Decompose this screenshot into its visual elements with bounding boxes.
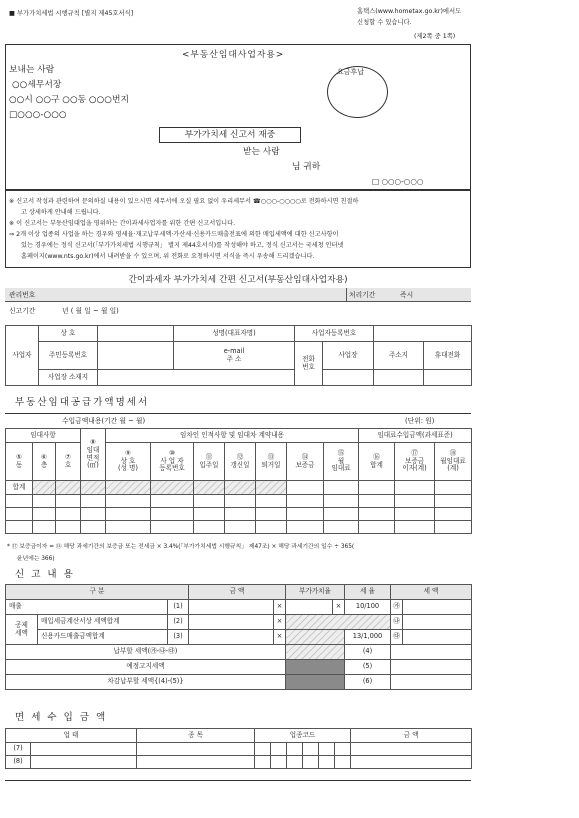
code-digit[interactable]: [335, 743, 351, 756]
sender-address: ○○시 ○○구 ○○동 ○○○번지: [9, 95, 129, 105]
col-text: 월임대료: [440, 456, 466, 465]
exempt-section-title: 면 세 수 입 금 액: [15, 712, 108, 723]
area-header: [81, 429, 106, 481]
location-label: 사업장 소재지: [39, 370, 98, 386]
col-text: 입주일: [199, 460, 219, 469]
col-num: ⑥: [41, 452, 47, 461]
col-num: ⑦: [65, 452, 71, 461]
times-sign: ×: [274, 615, 286, 630]
col-text: 보증금: [295, 460, 315, 469]
invoice-shaded-cell: [286, 615, 391, 630]
table-row: [6, 521, 472, 534]
col-text: 합계: [370, 460, 383, 469]
notified-tax-field[interactable]: [391, 660, 472, 675]
exempt-row-number: (8): [6, 756, 31, 769]
sales-number: (1): [168, 600, 189, 615]
col-num: ⑨: [125, 449, 131, 458]
code-digit[interactable]: [335, 756, 351, 769]
supply-period-label: 수입금액내용(기간 월 ~ 월): [62, 417, 146, 425]
total-cell[interactable]: [359, 481, 395, 495]
sales-taxrate: 10/100: [345, 600, 391, 615]
tenant-header: 임차인 인적사항 및 임대차 계약내용: [106, 429, 359, 443]
col-text: 갱신일: [230, 460, 250, 469]
sales-mark: ㉮: [391, 600, 403, 615]
area-line2: 면적: [86, 453, 100, 462]
phone-mobile-field[interactable]: [424, 370, 472, 386]
area-line3: (㎡): [87, 461, 99, 470]
col-num: ⑰: [411, 449, 418, 458]
col-num: ⑯: [373, 452, 380, 461]
sender-label: 보내는 사람: [9, 65, 55, 75]
location-field[interactable]: [98, 370, 295, 386]
sales-label: 매출: [6, 600, 168, 615]
sender-zip: □○○○-○○○: [9, 110, 67, 120]
phone-place-field[interactable]: [323, 370, 374, 386]
item-header: 구 분: [6, 585, 189, 600]
trade-name-label: 상 호: [39, 326, 98, 342]
invoice-number: (2): [168, 615, 189, 630]
payable-label: 납부할 세액(㉮-㉯-㉰): [6, 645, 286, 660]
note-line: ⇒ 2개 이상 업종의 사업을 하는 경우와 영세율·재고납부세액·가산세·신용카드매출전표에 의한 매입세액에 대한 신고사항이: [9, 231, 339, 238]
note-line: ※ 이 신고서는 부동산임대업을 영위하는 간이과세사업자를 위한 간편 신고서입니다.: [9, 220, 236, 227]
hometax-notice-line1: 홈택스(www.hometax.go.kr)에서도: [357, 8, 462, 15]
col-monthly-rent: [324, 443, 359, 481]
report-period-label: 신고기간: [9, 307, 36, 315]
phone-home-field[interactable]: [374, 370, 424, 386]
exempt-amount-field[interactable]: [351, 743, 472, 756]
invoice-mark: ㉯: [391, 615, 403, 630]
col-total: [359, 443, 395, 481]
name-rep-label: 성명(대표자명): [174, 326, 295, 342]
notified-shaded-cell: [286, 660, 345, 675]
card-mark: ㉰: [391, 630, 403, 645]
col-num: ⑱: [449, 449, 457, 458]
management-number-label: 관리번호: [9, 291, 36, 299]
total-shaded-cell: [81, 481, 106, 495]
address-label: 주 소: [226, 354, 242, 363]
col-text: 퇴거일: [261, 460, 281, 469]
col-text: (성 명): [118, 464, 138, 473]
col-text: (계): [447, 464, 459, 473]
total-shaded-cell: [151, 481, 194, 495]
income-header: 임대료수입금액(과세표준): [359, 429, 472, 443]
unit-label: (단위: 원): [405, 417, 435, 425]
col-num: ⑪: [205, 452, 213, 461]
card-label: 신용카드매출금액합계: [38, 630, 168, 645]
times-sign: ×: [333, 600, 345, 615]
deducted-shaded-cell: [286, 675, 345, 690]
tax-header: 세 액: [391, 585, 472, 600]
business-type-header: 업 태: [6, 729, 137, 743]
business-item-header: 종 목: [137, 729, 255, 743]
phone-place-label: 사업장: [323, 342, 374, 370]
exempt-item-field[interactable]: [137, 743, 255, 756]
processing-period-label: 처리기간: [349, 291, 376, 299]
col-tenant-bizno: [151, 443, 194, 481]
col-num: ⑫: [236, 452, 244, 461]
total-label: 합계: [6, 481, 33, 495]
payable-number: (4): [345, 645, 391, 660]
note-line: 고 상세하게 안내해 드립니다.: [21, 209, 101, 216]
col-text: 사 업 자: [160, 456, 184, 465]
receiver-label: 받는 사람: [243, 147, 280, 157]
card-taxrate: 13/1,000: [345, 630, 391, 645]
invoice-amount-field[interactable]: [189, 615, 274, 630]
col-move-in: [194, 443, 225, 481]
col-dong: [6, 443, 33, 481]
report-section-title: 신 고 내 용: [15, 569, 75, 580]
col-renewal: [225, 443, 256, 481]
envelope-title: <부동산임대사업자용>: [182, 50, 285, 60]
total-shaded-cell: [256, 481, 287, 495]
col-num: ⑬: [267, 452, 275, 461]
col-rent-sum: [435, 443, 472, 481]
property-header: 임대사항: [6, 429, 81, 443]
invoice-label: 매입세금계산서상 세액합계: [38, 615, 168, 630]
deposit-interest-footnote-line2: 윤년에는 366): [17, 556, 55, 562]
col-text: 월: [337, 456, 345, 465]
area-line1: 임대: [86, 445, 100, 454]
invoice-tax-field[interactable]: [403, 615, 472, 630]
exempt-table: [5, 728, 472, 769]
col-text: 상 호: [120, 456, 136, 465]
processing-period-value: 즉시: [400, 291, 414, 299]
card-tax-field[interactable]: [403, 630, 472, 645]
phone-label: [295, 342, 323, 386]
form-title: 간이과세자 부가가치세 간편 신고서(부동산임대사업자용): [128, 275, 348, 285]
postage-label: 요금후납: [337, 68, 365, 76]
col-num: ⑩: [169, 449, 175, 458]
phone-home-label: 주소지: [374, 342, 424, 370]
exempt-type-field[interactable]: [31, 743, 137, 756]
sender-office: ○○세무서장: [12, 80, 62, 90]
biz-reg-label: 사업자등록번호: [295, 326, 374, 342]
deduction-label: [6, 615, 38, 645]
code-digit[interactable]: [271, 756, 287, 769]
col-floor: [33, 443, 56, 481]
hometax-notice-line2: 신청할 수 있습니다.: [357, 19, 412, 26]
payable-shaded-cell: [286, 645, 345, 660]
phone-label-line2: 번호: [302, 362, 315, 371]
code-digit[interactable]: [319, 743, 335, 756]
receiver-zip: □ ○○○-○○○: [372, 177, 424, 186]
col-num: ⑮: [337, 449, 345, 458]
exempt-amount-field[interactable]: [351, 756, 472, 769]
total-cell[interactable]: [287, 481, 324, 495]
card-shaded-cell: [286, 630, 345, 645]
industry-code-header: 업종코드: [255, 729, 351, 743]
exempt-amount-header: 금 액: [351, 729, 472, 743]
total-shaded-cell: [225, 481, 256, 495]
payable-tax-field[interactable]: [391, 645, 472, 660]
report-period-value: 년 ( 월 일 ~ 월 일): [62, 307, 119, 315]
tax-rate-header: 세 율: [345, 585, 391, 600]
total-shaded-cell: [194, 481, 225, 495]
resident-no-label: 주민등록번호: [39, 342, 98, 370]
col-text: 층: [40, 460, 48, 469]
deducted-label: 차감납부할 세액{(4)-(5)}: [6, 675, 286, 690]
email-label: e-mail: [223, 346, 245, 355]
code-digit[interactable]: [303, 756, 319, 769]
note-line: 있는 경우에는 정식 신고서(「부가가치세법 시행규칙」 별지 제44호서식)를 작성해야 하고, 정식 신고서는 국세청 인터넷: [21, 242, 344, 249]
total-cell[interactable]: [324, 481, 359, 495]
code-digit[interactable]: [271, 743, 287, 756]
note-line: 홈페이지(www.nts.go.kr)에서 내려받을 수 있으며, 위 전화로 요청하시면 서식을 즉시 우송해 드리겠습니다.: [21, 253, 315, 260]
deducted-tax-field[interactable]: [391, 675, 472, 690]
card-number: (3): [168, 630, 189, 645]
col-text: 동: [15, 460, 23, 469]
times-sign: ×: [274, 600, 286, 615]
notified-label: 예정고지세액: [6, 660, 286, 675]
col-move-out: [256, 443, 287, 481]
total-cell[interactable]: [435, 481, 472, 495]
deduction-label-line1: 공제: [15, 620, 28, 629]
value-rate-header: 부가가치율: [286, 585, 345, 600]
exempt-row-number: (7): [6, 743, 31, 756]
form-reference: ■ 부가가치세법 시행규칙 [별지 제45호서식]: [9, 10, 134, 17]
code-digit[interactable]: [287, 756, 303, 769]
code-digit[interactable]: [303, 743, 319, 756]
notified-number: (5): [345, 660, 391, 675]
sales-rate-field[interactable]: [286, 600, 333, 615]
code-digit[interactable]: [255, 756, 271, 769]
table-row: [6, 508, 472, 521]
col-text: 호: [64, 460, 72, 469]
page-indicator: (제2쪽 중 1쪽): [414, 33, 456, 40]
envelope-box: [5, 44, 471, 190]
table-row: [6, 495, 472, 508]
notes-box: [5, 190, 471, 268]
phone-label-line1: 전화: [302, 354, 315, 363]
business-label: 사업자: [6, 326, 39, 386]
email-address-label: [174, 342, 295, 370]
business-info-table: [5, 325, 472, 386]
total-shaded-cell: [56, 481, 81, 495]
col-text: 보증금: [404, 456, 425, 465]
card-amount-field[interactable]: [189, 630, 274, 645]
col-num: ⑭: [301, 452, 309, 461]
phone-mobile-label: 휴대전화: [424, 342, 472, 370]
code-digit[interactable]: [287, 743, 303, 756]
col-tenant-name: [106, 443, 151, 481]
receiver-honorific: 님 귀하: [292, 162, 321, 172]
deposit-interest-footnote-line1: * ⑰ 보증금이자 = ⑭ 해당 과세기간의 보증금 또는 전세금 × 3.4%(「부가가치세법 시행규칙」 제47조) × 해당 과세기간의 일수 ÷ 365(: [7, 544, 355, 550]
code-digit[interactable]: [255, 743, 271, 756]
amount-header: 금 액: [189, 585, 286, 600]
sales-tax-field[interactable]: [403, 600, 472, 615]
code-digit[interactable]: [319, 756, 335, 769]
trade-name-field[interactable]: [98, 326, 174, 342]
total-shaded-cell: [33, 481, 56, 495]
times-sign: ×: [274, 630, 286, 645]
col-deposit: [287, 443, 324, 481]
deduction-label-line2: 세액: [15, 628, 28, 637]
col-unit: [56, 443, 81, 481]
supply-table: [5, 428, 472, 534]
col-num: ⑤: [16, 452, 22, 461]
col-text: 등록번호: [159, 464, 185, 473]
col-text: 임대료: [331, 464, 351, 473]
col-text: 이자(계): [402, 464, 427, 473]
col-deposit-interest: [395, 443, 435, 481]
exempt-type-field[interactable]: [31, 756, 137, 769]
resident-no-field[interactable]: [98, 342, 174, 370]
supply-section-title: 부동산임대공급가액명세서: [15, 397, 150, 408]
return-title: 부가가치세 신고서 재중: [159, 127, 301, 143]
exempt-item-field[interactable]: [137, 756, 255, 769]
total-cell[interactable]: [395, 481, 435, 495]
deducted-number: (6): [345, 675, 391, 690]
report-table: [5, 584, 472, 690]
total-shaded-cell: [106, 481, 151, 495]
note-line: ※ 신고서 작성과 관련하여 문의하실 내용이 있으시면 세무서에 오실 필요 없이 우리세무서 ☎○○○-○○○○로 전화하시면 친절하: [9, 198, 359, 205]
sales-amount-field[interactable]: [189, 600, 274, 615]
biz-reg-field[interactable]: [374, 326, 472, 342]
area-num: ⑧: [90, 438, 96, 447]
